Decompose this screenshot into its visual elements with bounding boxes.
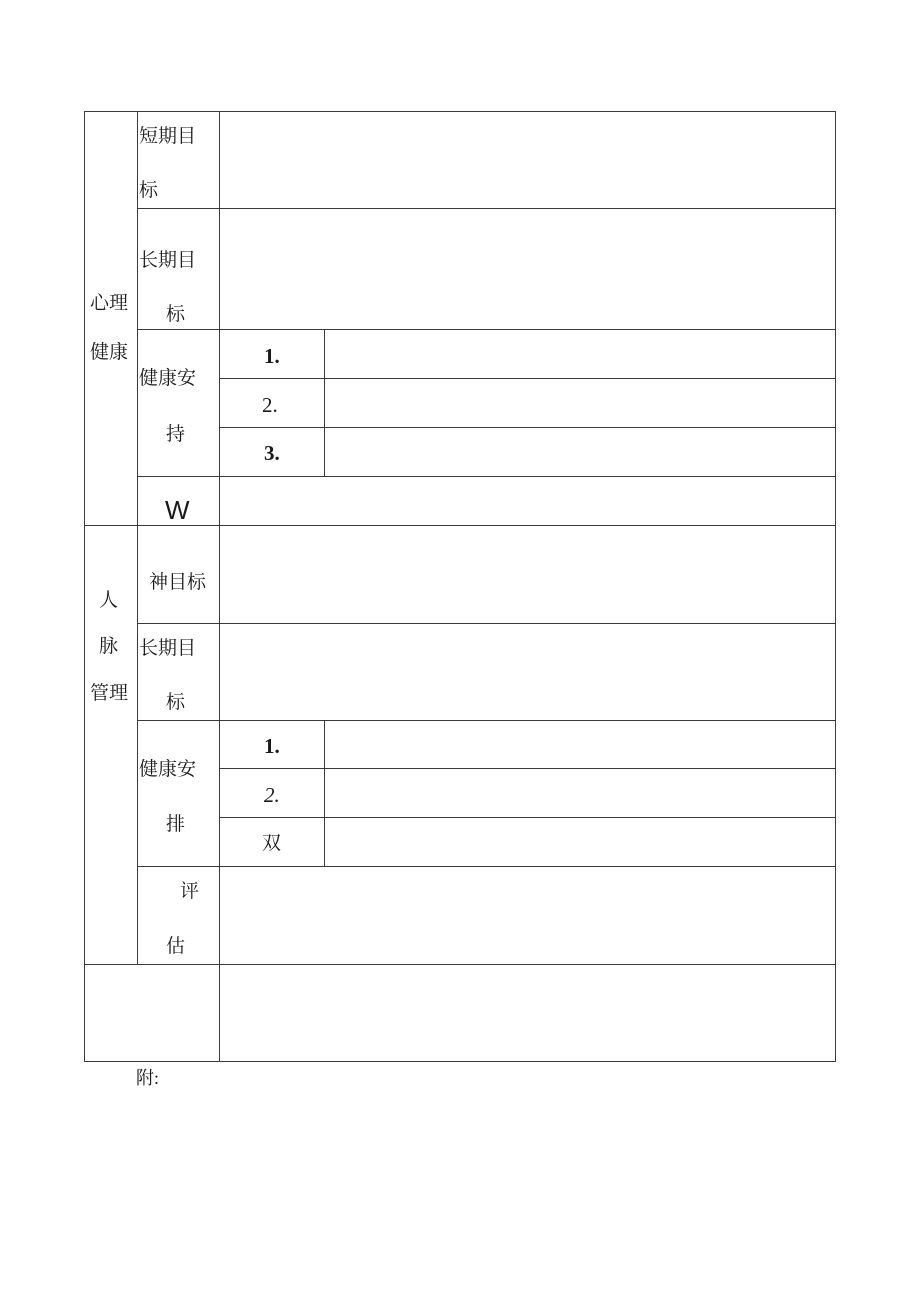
network-management-title: 人	[99, 589, 119, 611]
table-border-top	[84, 111, 836, 112]
row-line	[219, 817, 836, 818]
table-border-right	[835, 111, 836, 1062]
arrangement-item-number: 1.	[264, 734, 280, 758]
arrangement-item-number: 3.	[264, 441, 280, 465]
row-line	[137, 720, 836, 721]
row-line	[219, 768, 836, 769]
long-term-goal-label: 标	[166, 691, 186, 713]
mental-health-title: 健康	[90, 341, 129, 363]
short-term-goal-label: 短期目	[139, 125, 197, 147]
target-label: 神目标	[149, 571, 207, 593]
arrangement-item-number: 2.	[264, 783, 280, 807]
long-term-goal-label: 长期目	[139, 249, 197, 271]
health-arrangement-label: 持	[166, 423, 186, 445]
short-term-goal-label: 标	[139, 179, 159, 201]
col-line	[324, 720, 325, 866]
section-divider	[84, 525, 836, 526]
row-line	[137, 623, 836, 624]
evaluation-label: W	[165, 495, 190, 525]
evaluation-label: 估	[166, 935, 186, 957]
network-management-title: 管理	[90, 682, 129, 704]
row-line	[137, 208, 836, 209]
arrangement-item-number: 1.	[264, 344, 280, 368]
health-arrangement-label: 健康安	[139, 367, 197, 389]
table-border-bottom	[84, 1061, 836, 1062]
row-line	[219, 427, 836, 428]
col-line	[219, 111, 220, 1062]
row-line	[219, 378, 836, 379]
col-line	[137, 111, 138, 964]
row-line	[137, 329, 836, 330]
long-term-goal-label: 长期目	[139, 637, 197, 659]
row-line	[137, 476, 836, 477]
network-management-title: 脉	[99, 635, 119, 657]
arrangement-item-number: 2.	[262, 393, 278, 417]
table-border-left	[84, 111, 85, 1062]
footnote: 附:	[136, 1068, 160, 1088]
section-divider	[84, 964, 836, 965]
mental-health-title: 心理	[90, 292, 129, 314]
row-line	[137, 866, 836, 867]
health-arrangement-label: 排	[166, 813, 186, 835]
long-term-goal-label: 标	[166, 303, 186, 325]
col-line	[324, 329, 325, 476]
health-arrangement-label: 健康安	[139, 758, 197, 780]
evaluation-label: 评	[180, 880, 200, 902]
arrangement-item-number: 双	[262, 832, 282, 854]
